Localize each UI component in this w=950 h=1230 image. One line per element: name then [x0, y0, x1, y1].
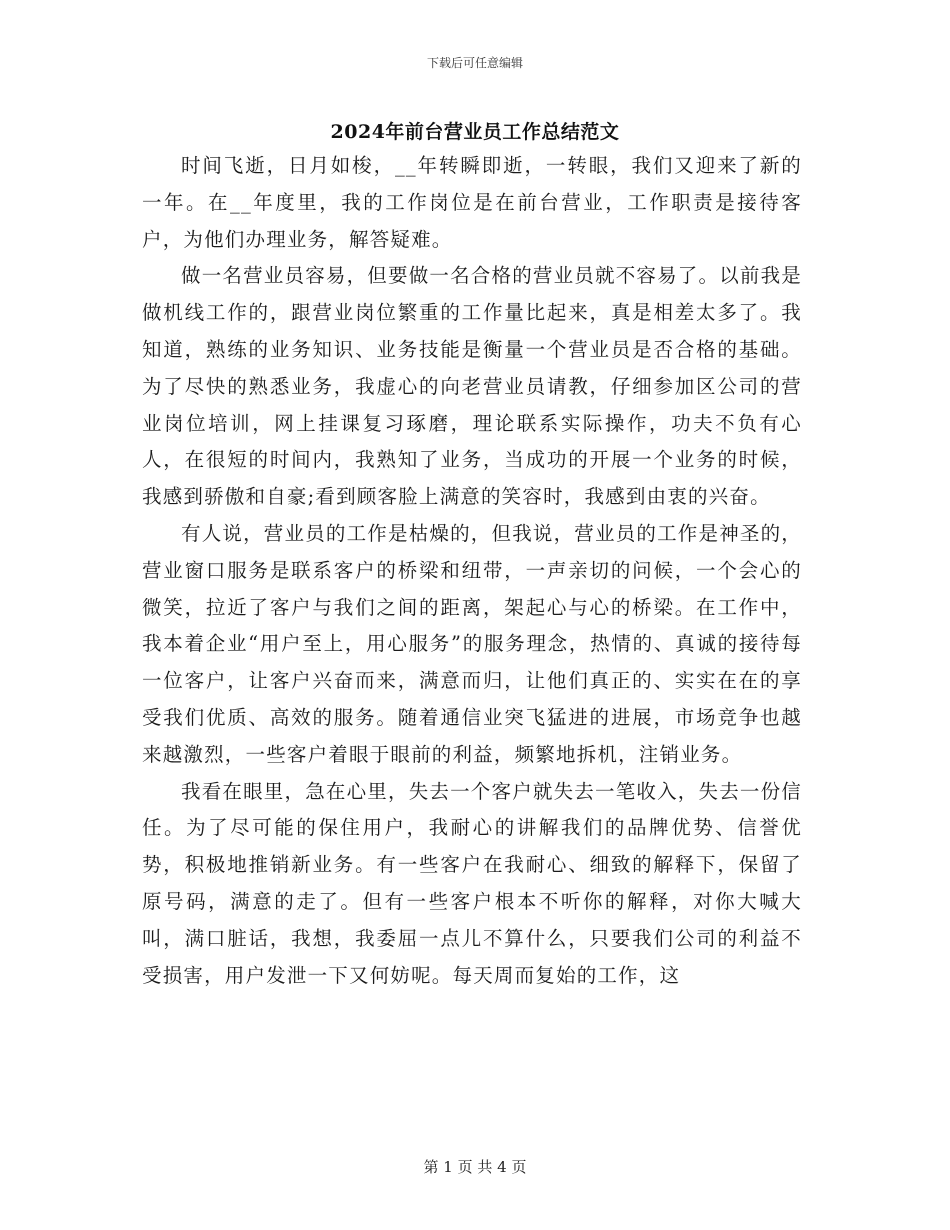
paragraph: 做一名营业员容易，但要做一名合格的营业员就不容易了。以前我是做机线工作的，跟营业岗位繁重的工作量比起来，真是相差太多了。我知道，熟练的业务知识、业务技能是衡量一个营业员是否合格的基础。为了尽快的熟悉业务，我虚心的向老营业员请教，仔细参加区公司的营业岗位培训，网上挂课复习琢磨，理论联系实际操作，功夫不负有心人，在很短的时间内，我熟知了业务，当成功的开展一个业务的时候，我感到骄傲和自豪;看到顾客脸上满意的笑容时，我感到由衷的兴奋。 — [142, 264, 803, 509]
page-number: 第 1 页 共 4 页 — [423, 1158, 527, 1176]
document-title: 2024年前台营业员工作总结范文 — [330, 121, 620, 143]
paragraph: 时间飞逝，日月如梭，__年转瞬即逝，一转眼，我们又迎来了新的一年。在__年度里，我的工作岗位是在前台营业，工作职责是接待客户，为他们办理业务，解答疑难。 — [142, 154, 802, 251]
document-body — [142, 148, 802, 994]
paragraph: 有人说，营业员的工作是枯燥的，但我说，营业员的工作是神圣的，营业窗口服务是联系客户的桥梁和纽带，一声亲切的问候，一个会心的微笑，拉近了客户与我们之间的距离，架起心与心的桥梁。在工作中，我本着企业“用户至上，用心服务”的服务理念，热情的、真诚的接待每一位客户，让客户兴奋而来，满意而归，让他们真正的、实实在在的享受我们优质、高效的服务。随着通信业突飞猛进的进展，市场竞争也越来越激烈，一些客户着眼于眼前的利益，频繁地拆机，注销业务。 — [142, 521, 803, 766]
paragraph: 我看在眼里，急在心里，失去一个客户就失去一笔收入，失去一份信任。为了尽可能的保住用户，我耐心的讲解我们的品牌优势、信誉优势，积极地推销新业务。有一些客户在我耐心、细致的解释下，保留了原号码，满意的走了。但有一些客户根本不听你的解释，对你大喊大叫，满口脏话，我想，我委屈一点儿不算什么，只要我们公司的利益不受损害，用户发泄一下又何妨呢。每天周而复始的工作，这 — [142, 779, 803, 987]
header-note: 下载后可任意编辑 — [426, 56, 523, 70]
